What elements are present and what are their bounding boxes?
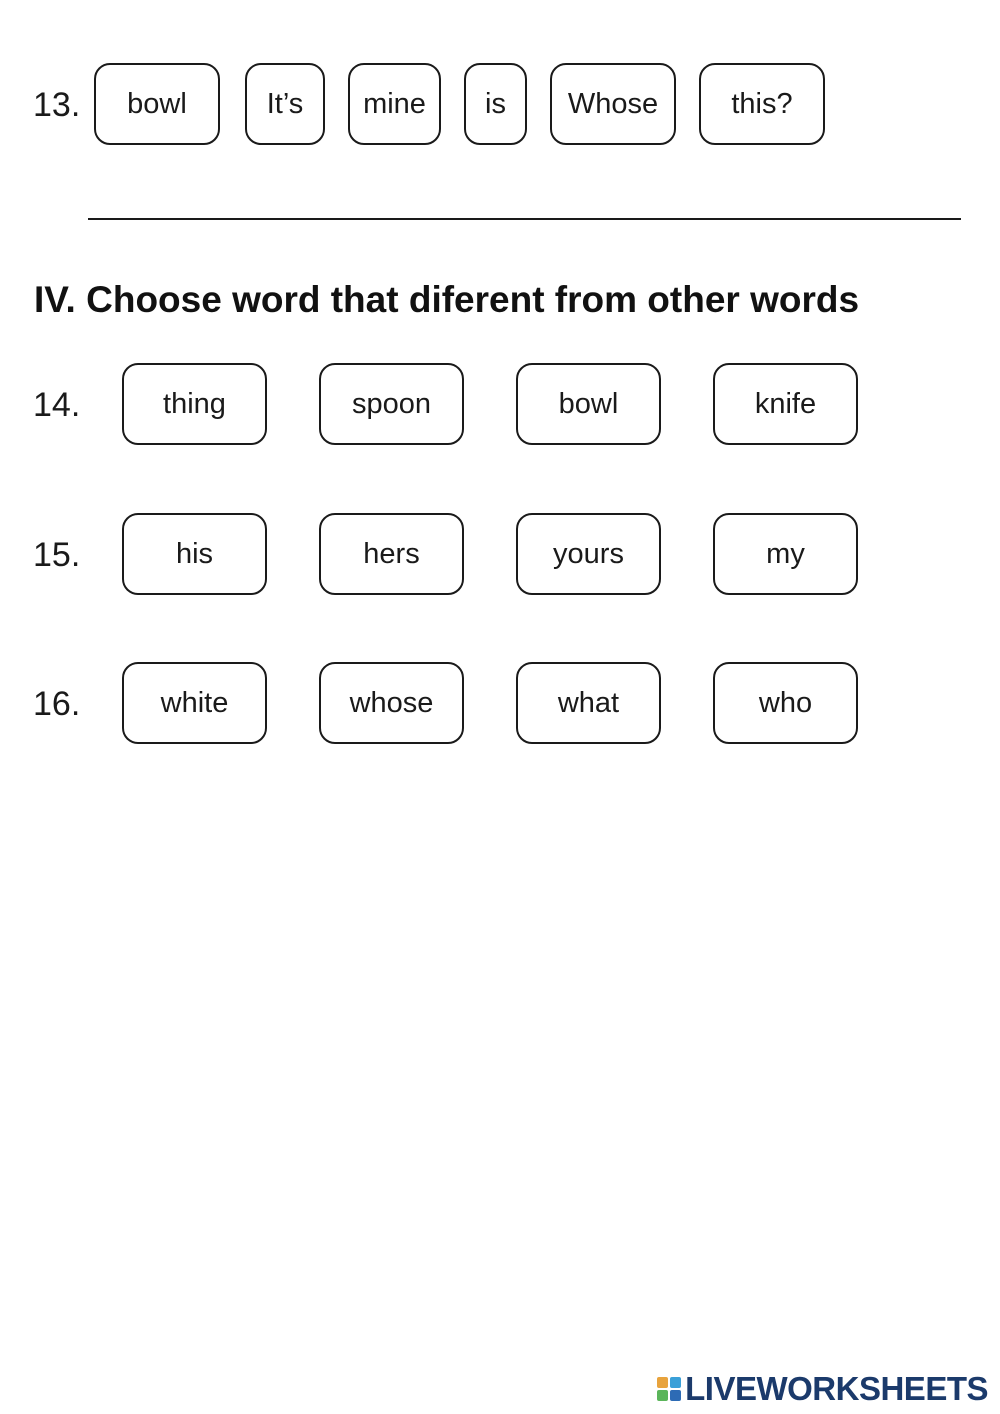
brand-text: LIVEWORKSHEETS	[685, 1370, 988, 1407]
q16-word-box[interactable]: whose	[319, 662, 464, 744]
logo-square	[670, 1390, 681, 1401]
section-heading: IV. Choose word that diferent from other words	[34, 279, 860, 320]
q13-word-box[interactable]: is	[464, 63, 527, 145]
logo-square	[670, 1377, 681, 1388]
q13-word-box[interactable]: this?	[699, 63, 825, 145]
q16-word-box[interactable]: what	[516, 662, 661, 744]
question-13-number: 13.	[33, 86, 81, 124]
q13-answer-line[interactable]	[88, 218, 961, 220]
liveworksheets-brand	[657, 1372, 988, 1405]
q14-word-box[interactable]: bowl	[516, 363, 661, 445]
q15-word-box[interactable]: yours	[516, 513, 661, 595]
q14-word-box[interactable]: thing	[122, 363, 267, 445]
q15-word-box[interactable]: my	[713, 513, 858, 595]
logo-square	[657, 1377, 668, 1388]
liveworksheets-logo-icon	[657, 1377, 681, 1401]
q13-word-box[interactable]: It’s	[245, 63, 325, 145]
q15-word-box[interactable]: hers	[319, 513, 464, 595]
q15-word-box[interactable]: his	[122, 513, 267, 595]
q13-word-box[interactable]: mine	[348, 63, 441, 145]
q16-word-box[interactable]: white	[122, 662, 267, 744]
question-15-number: 15.	[33, 536, 81, 574]
q16-word-box[interactable]: who	[713, 662, 858, 744]
question-14-number: 14.	[33, 386, 81, 424]
q14-word-box[interactable]: spoon	[319, 363, 464, 445]
q14-word-box[interactable]: knife	[713, 363, 858, 445]
question-16-number: 16.	[33, 685, 81, 723]
logo-square	[657, 1390, 668, 1401]
q13-word-box[interactable]: bowl	[94, 63, 220, 145]
q13-word-box[interactable]: Whose	[550, 63, 676, 145]
